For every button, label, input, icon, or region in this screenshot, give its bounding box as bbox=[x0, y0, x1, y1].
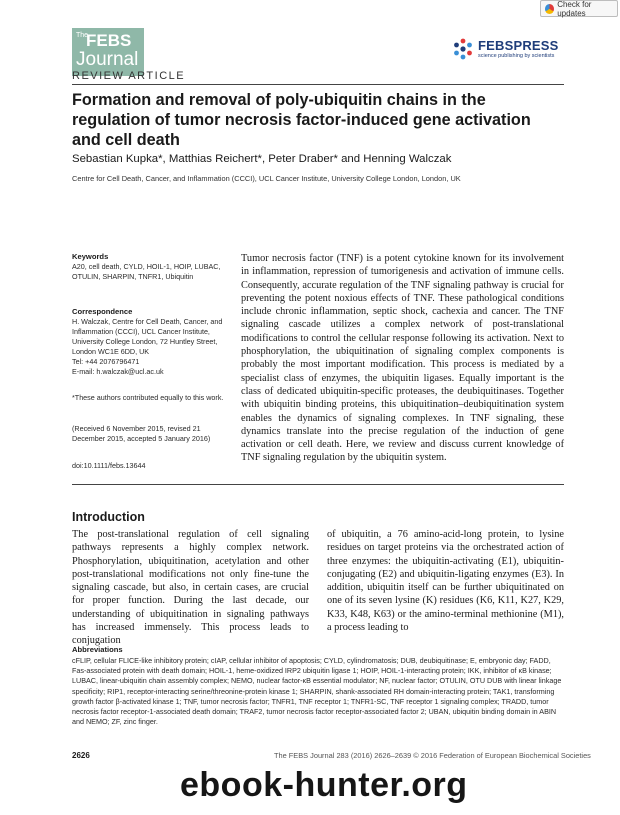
correspondence-block bbox=[72, 307, 232, 377]
correspondence-tel: Tel: +44 2076796471 bbox=[72, 357, 140, 366]
doi[interactable]: doi:10.1111/febs.13644 bbox=[72, 461, 146, 470]
press-name: FEBSPRESS bbox=[478, 38, 559, 53]
page-number: 2626 bbox=[72, 751, 90, 760]
correspondence-heading: Correspondence bbox=[72, 307, 133, 316]
journal-logo-journal: Journal bbox=[76, 49, 139, 70]
journal-logo-the: The bbox=[76, 32, 89, 39]
correspondence-address: H. Walczak, Centre for Cell Death, Cancer, and Inflammation (CCCI), UCL Cancer Institute, University College London, 72 Huntley Street, London WC1E 6DD, UK bbox=[72, 317, 223, 356]
footer-citation: The FEBS Journal 283 (2016) 2626–2639 © 2016 Federation of European Biochemical Societies bbox=[274, 751, 591, 760]
author-list: Sebastian Kupka*, Matthias Reichert*, Peter Draber* and Henning Walczak bbox=[72, 153, 452, 165]
equal-contribution-note: *These authors contributed equally to this work. bbox=[72, 393, 224, 402]
press-tagline: science publishing by scientists bbox=[478, 53, 555, 59]
header-divider bbox=[72, 84, 564, 85]
article-title: Formation and removal of poly-ubiquitin chains in the regulation of tumor necrosis factor-induced gene activation and cell death bbox=[72, 91, 531, 149]
abbreviations-text: cFLIP, cellular FLICE-like inhibitory protein; cIAP, cellular inhibitor of apoptosis; CYLD, cylindromatosis; DUB, deubiquitinase; E, embryonic day; FADD, Fas-associated protein with death domain; HOIL-1, heme-oxidized IRP2 ubiquitin ligase 1; HOIP, HOIL-1-interacting protein; IKK, inhibitor of κB kinase; LUBAC, linear-ubiquitin chain assembly complex; NEMO, nuclear factor-κB essential modulator; NF, nuclear factor; OTULIN, OTU DUB with linear linkage specificity; RIP1, receptor-interacting serine/threonine-protein kinase 1; SHARPIN, shank-associated RH domain-interacting protein; TAK1, transforming growth factor β-activated kinase 1; TNF, tumor necrosis factor; TNFR1, TNF receptor 1; TNFR1-SC, TNF receptor 1 signaling complex; TRADD, tumor necrosis factor receptor-1-associated death domain; TRAF2, tumor necrosis factor receptor-associated factor 2; UBAN, ubiquitin binding domain in ABIN and NEMO; ZF, zinc finger. bbox=[72, 656, 562, 727]
keywords-heading: Keywords bbox=[72, 252, 109, 261]
keywords-block bbox=[72, 252, 232, 282]
received-dates: (Received 6 November 2015, revised 21 December 2015, accepted 5 January 2016) bbox=[72, 424, 211, 443]
abbreviations-heading: Abbreviations bbox=[72, 645, 123, 654]
affiliation: Centre for Cell Death, Cancer, and Inflammation (CCCI), UCL Cancer Institute, University College London, London, UK bbox=[72, 174, 461, 183]
press-logo bbox=[452, 36, 562, 64]
journal-logo bbox=[72, 28, 144, 76]
press-dots-icon bbox=[452, 38, 474, 60]
abstract: Tumor necrosis factor (TNF) is a potent cytokine known for its involvement in inflammation, repression of tumorigenesis and activation of immune cells. Consequently, accurate regulation of the TNF signaling pathway is crucial for preventing the potent noxious effects of TNF. These pathological conditions include chronic inflammation, septic shock, cachexia and cancer. The TNF signaling cascade utilizes a complex network of post-translational modifications to control the cellular response following its activation. Next to phosphorylation, the ubiquitination of signaling complex components is probably the most important modification. This process is mediated by a specialist class of enzymes, the ubiquitin ligases. Equally important is the class of dedicated ubiquitin-specific proteases, the deubiquitinases. Together with ubiquitin binding proteins, this ubiquitination–deubiquitination system enables the dynamics of signaling complexes. In TNF signaling, these dynamics translate into the precise regulation of the induction of gene activation or cell death. Here, we review and discuss current knowledge of TNF signaling regulation by the ubiquitin system. bbox=[241, 253, 564, 464]
watermark: ebook-hunter.org bbox=[180, 766, 468, 804]
abstract-divider bbox=[72, 484, 564, 485]
introduction-heading: Introduction bbox=[72, 510, 145, 524]
journal-logo-febs: FEBS bbox=[86, 31, 132, 50]
update-badge-icon bbox=[545, 4, 554, 14]
article-type-label: REVIEW ARTICLE bbox=[72, 70, 186, 82]
introduction-right-column: of ubiquitin, a 76 amino-acid-long protein, to lysine residues on target proteins via the orchestrated action of three enzymes: the ubiquitin-activating (E1), ubiquitin-conjugating (E2) and ubiquitin-ligating enzymes (E3). In addition, ubiquitin itself can be further ubiquitinated on one of its seven lysine (K) residues (K6, K11, K27, K29, K33, K48, K63) or the amino-terminal methionine (M1), a process leading to bbox=[327, 529, 564, 634]
correspondence-email: E-mail: h.walczak@ucl.ac.uk bbox=[72, 367, 164, 376]
introduction-left-column: The post-translational regulation of cell signaling pathways represents a highly complex network. Phosphorylation, ubiquitination, acetylation and other post-translational modifications not only fine-tune the signaling cascade, but also, in certain cases, are crucial for proper function. During the last decade, our understanding of ubiquitination in signaling pathways has increased immensely. This process leads to conjugation bbox=[72, 529, 309, 647]
check-for-updates-label: Check for updates bbox=[557, 0, 592, 18]
keywords-text: A20, cell death, CYLD, HOIL-1, HOIP, LUBAC, OTULIN, SHARPIN, TNFR1, Ubiquitin bbox=[72, 262, 221, 281]
check-for-updates-button[interactable] bbox=[540, 0, 618, 17]
